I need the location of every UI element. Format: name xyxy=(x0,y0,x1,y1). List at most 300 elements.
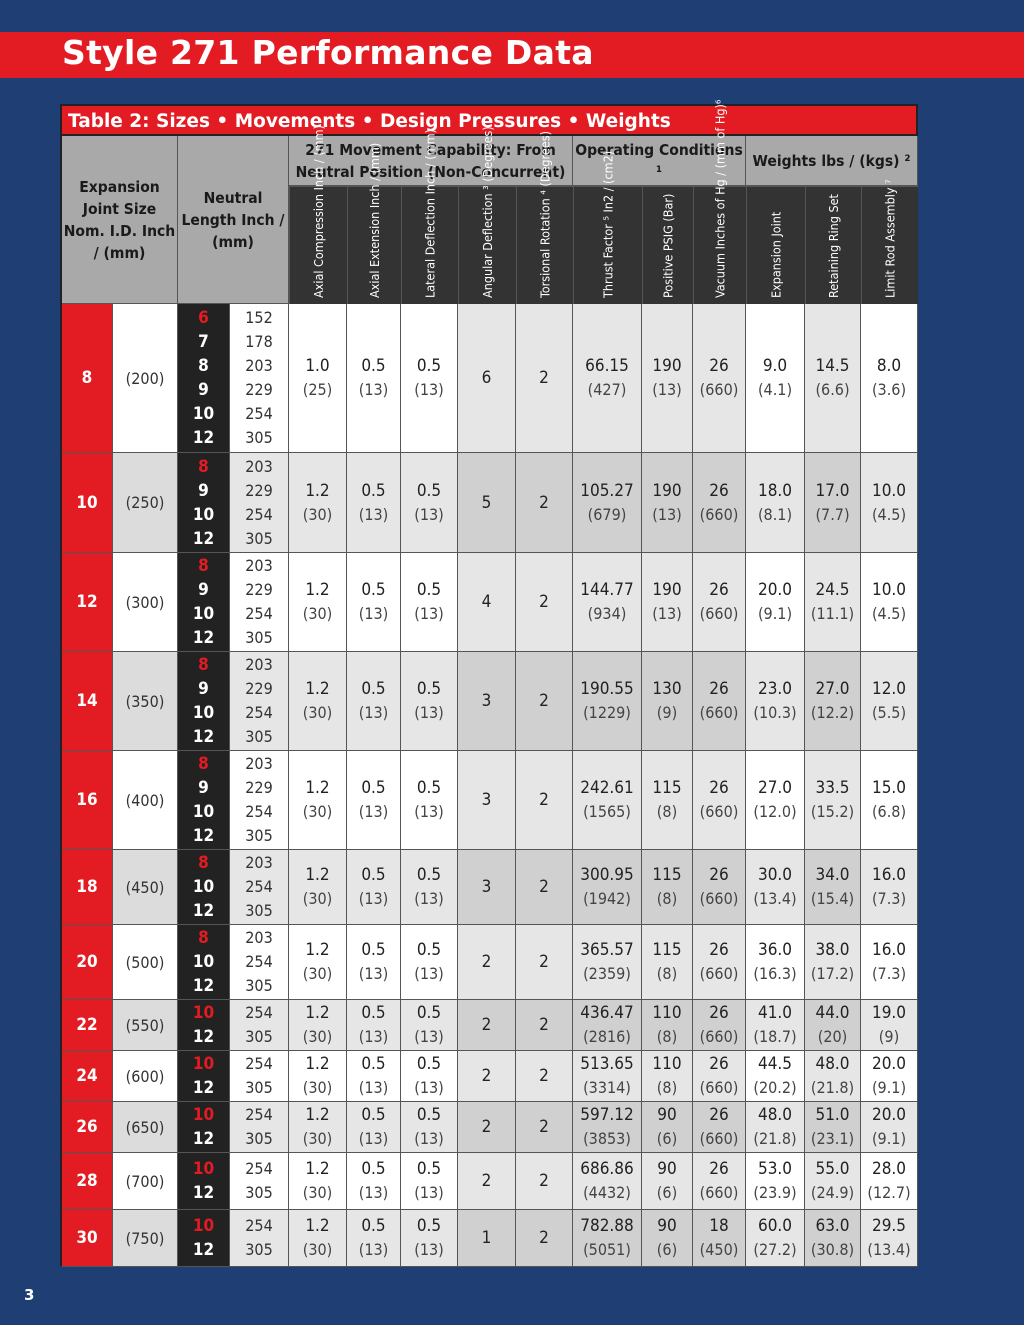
neutral-length-inch-value: 12 xyxy=(192,628,215,648)
cell-value: 1.2 xyxy=(305,865,330,885)
cell-metric-value: (2816) xyxy=(583,1027,631,1046)
cell-value: 0.5 xyxy=(416,1159,442,1179)
size-inch xyxy=(62,1210,113,1267)
cell-ej xyxy=(746,751,805,850)
cell-metric-value: (660) xyxy=(699,1129,739,1148)
cell-value: 0.5 xyxy=(416,865,442,885)
cell-value: 0.5 xyxy=(416,1054,442,1074)
cell-lr xyxy=(861,1051,918,1102)
cell-value: 48.0 xyxy=(757,1105,793,1125)
neutral-length-mm-value: 229 xyxy=(245,778,273,797)
cell-metric-value: (13) xyxy=(652,504,682,524)
size-mm-value: (350) xyxy=(125,691,165,711)
cell-metric-value: (13) xyxy=(414,964,444,983)
cell-metric-value: (4.5) xyxy=(871,604,907,623)
cell-value: 2 xyxy=(539,877,549,897)
cell-metric-value: (9.1) xyxy=(871,1129,907,1148)
size-inch xyxy=(62,304,113,453)
cell-ld xyxy=(401,453,458,553)
cell-lr xyxy=(861,925,918,1000)
neutral-length-mm-value: 203 xyxy=(245,556,273,575)
neutral-length-mm-value: 229 xyxy=(245,580,273,599)
cell-tor xyxy=(516,304,573,453)
cell-ang xyxy=(458,751,516,850)
size-inch xyxy=(62,751,113,850)
cell-value: 26 xyxy=(709,480,729,501)
page-number: 3 xyxy=(24,1286,35,1304)
cell-tor xyxy=(516,453,573,553)
cell-value: 365.57 xyxy=(580,940,634,960)
cell-ang xyxy=(458,1000,516,1051)
cell-metric-value: (12.0) xyxy=(753,802,797,821)
size-inch xyxy=(62,1102,113,1153)
cell-ac xyxy=(289,1051,347,1102)
cell-value: 0.5 xyxy=(416,580,442,600)
cell-metric-value: (4.1) xyxy=(757,380,793,399)
cell-metric-value: (27.2) xyxy=(753,1240,797,1259)
neutral-length-mm-value: 305 xyxy=(245,1129,273,1148)
neutral-length-inch-value: 12 xyxy=(192,528,215,549)
cell-value: 53.0 xyxy=(757,1159,793,1179)
cell-metric-value: (20.2) xyxy=(753,1078,797,1097)
neutral-length-mm xyxy=(230,1102,289,1153)
cell-value: 26 xyxy=(709,679,729,699)
cell-tf xyxy=(573,925,642,1000)
cell-ej xyxy=(746,1051,805,1102)
cell-value: 1 xyxy=(481,1228,492,1248)
cell-value: 4 xyxy=(481,592,492,612)
size-mm-value: (300) xyxy=(125,592,165,612)
cell-value: 90 xyxy=(657,1105,677,1125)
cell-ac xyxy=(289,652,347,751)
cell-value: 26 xyxy=(709,865,729,885)
cell-value: 0.5 xyxy=(361,940,386,960)
cell-value: 686.86 xyxy=(580,1159,634,1179)
neutral-length-mm xyxy=(230,304,289,453)
cell-ae xyxy=(347,1051,401,1102)
neutral-length-mm-value: 305 xyxy=(245,1240,273,1259)
cell-tf xyxy=(573,1210,642,1267)
cell-ae xyxy=(347,925,401,1000)
neutral-length-mm-value: 305 xyxy=(245,628,273,647)
cell-ac xyxy=(289,925,347,1000)
neutral-length-inch-value: 12 xyxy=(192,1240,215,1260)
table-caption: Table 2: Sizes • Movements • Design Pressures • Weights xyxy=(62,106,916,136)
neutral-length-inch-value: 10 xyxy=(192,1216,215,1236)
cell-value: 115 xyxy=(652,865,682,885)
cell-value: 2 xyxy=(539,691,549,711)
cell-ac xyxy=(289,1153,347,1210)
cell-value: 26 xyxy=(709,580,729,600)
cell-ac xyxy=(289,453,347,553)
neutral-length-inch-value: 10 xyxy=(192,877,215,897)
neutral-length-mm-value: 203 xyxy=(245,655,273,674)
size-inch xyxy=(62,850,113,925)
size-inch-value: 8 xyxy=(81,368,93,388)
cell-value: 34.0 xyxy=(815,865,850,885)
size-mm-value: (750) xyxy=(125,1228,165,1248)
cell-value: 6 xyxy=(481,368,492,388)
cell-value: 16.0 xyxy=(871,865,907,885)
cell-metric-value: (2359) xyxy=(583,964,631,983)
neutral-length-inch-value: 10 xyxy=(192,404,215,424)
subheader-0 xyxy=(289,125,347,304)
cell-lr xyxy=(861,453,918,553)
cell-tf xyxy=(573,751,642,850)
neutral-length-inch-value: 10 xyxy=(192,504,215,525)
subheader-label: Angular Deflection ³ (Degrees) xyxy=(480,126,495,298)
size-mm-value: (400) xyxy=(125,790,165,810)
cell-value: 12.0 xyxy=(871,679,907,699)
neutral-length-mm-value: 305 xyxy=(245,1078,273,1097)
cell-tor xyxy=(516,1102,573,1153)
size-inch-value: 10 xyxy=(76,492,98,513)
cell-metric-value: (427) xyxy=(587,380,627,399)
cell-metric-value: (13) xyxy=(358,703,389,722)
cell-vac xyxy=(693,751,746,850)
neutral-length-inch-value: 12 xyxy=(192,1027,215,1047)
cell-metric-value: (13) xyxy=(358,1183,389,1202)
cell-lr xyxy=(861,1102,918,1153)
cell-value: 1.2 xyxy=(305,1216,330,1236)
subheader-label: Positive PSIG (Bar) xyxy=(660,193,676,298)
size-inch xyxy=(62,1153,113,1210)
subheader-label: Expansion Joint xyxy=(768,211,784,298)
cell-vac xyxy=(693,553,746,652)
neutral-length-mm-value: 254 xyxy=(245,1216,273,1235)
neutral-length-mm-value: 229 xyxy=(245,679,273,698)
neutral-length-inch xyxy=(178,1051,230,1102)
cell-metric-value: (30) xyxy=(302,604,333,623)
subheader-6 xyxy=(642,186,693,304)
size-inch-value: 24 xyxy=(76,1066,98,1086)
neutral-length-mm-value: 305 xyxy=(245,901,273,920)
cell-ld xyxy=(401,1153,458,1210)
size-inch xyxy=(62,553,113,652)
cell-value: 63.0 xyxy=(815,1216,850,1236)
cell-metric-value: (8.1) xyxy=(757,504,793,524)
cell-metric-value: (20) xyxy=(817,1027,848,1046)
cell-metric-value: (8) xyxy=(656,1027,678,1046)
cell-metric-value: (9) xyxy=(656,703,678,722)
cell-metric-value: (30) xyxy=(302,1027,333,1046)
size-mm xyxy=(113,1000,178,1051)
cell-value: 66.15 xyxy=(585,356,629,376)
cell-tor xyxy=(516,553,573,652)
cell-value: 0.5 xyxy=(416,1105,442,1125)
neutral-length-mm-value: 203 xyxy=(245,456,273,476)
cell-metric-value: (13) xyxy=(652,380,682,399)
neutral-length-inch-value: 10 xyxy=(192,1003,215,1023)
cell-value: 1.2 xyxy=(305,1054,330,1074)
cell-value: 2 xyxy=(481,1117,492,1137)
cell-psig xyxy=(642,1210,693,1267)
size-inch-value: 30 xyxy=(76,1228,98,1248)
cell-value: 55.0 xyxy=(815,1159,850,1179)
cell-tf xyxy=(573,850,642,925)
cell-metric-value: (13) xyxy=(414,1240,444,1259)
neutral-length-mm-value: 254 xyxy=(245,877,273,896)
neutral-length-mm-value: 254 xyxy=(245,504,273,524)
size-mm-value: (450) xyxy=(125,877,165,897)
cell-value: 26 xyxy=(709,1105,729,1125)
cell-value: 115 xyxy=(652,940,682,960)
cell-ac xyxy=(289,1210,347,1267)
cell-ej xyxy=(746,850,805,925)
cell-rr xyxy=(805,453,861,553)
neutral-length-mm xyxy=(230,652,289,751)
neutral-length-mm xyxy=(230,553,289,652)
cell-value: 3 xyxy=(481,691,492,711)
cell-ang xyxy=(458,453,516,553)
neutral-length-mm-value: 203 xyxy=(245,853,273,872)
size-mm xyxy=(113,925,178,1000)
cell-metric-value: (13) xyxy=(358,964,389,983)
cell-psig xyxy=(642,850,693,925)
cell-value: 105.27 xyxy=(580,480,634,501)
cell-metric-value: (12.7) xyxy=(867,1183,911,1202)
cell-metric-value: (660) xyxy=(699,504,739,524)
size-inch-value: 26 xyxy=(76,1117,98,1137)
neutral-length-mm-value: 254 xyxy=(245,404,273,423)
neutral-length-inch-value: 9 xyxy=(198,480,209,501)
cell-value: 2 xyxy=(539,1066,549,1086)
cell-metric-value: (30) xyxy=(302,504,333,524)
size-mm-value: (250) xyxy=(125,493,165,512)
cell-ej xyxy=(746,1210,805,1267)
cell-metric-value: (13) xyxy=(358,802,389,821)
subheader-label: Axial Compression Inch / (mm) xyxy=(311,125,326,298)
cell-value: 513.65 xyxy=(580,1054,634,1074)
cell-ang xyxy=(458,1102,516,1153)
cell-tor xyxy=(516,1210,573,1267)
cell-metric-value: (6) xyxy=(656,1129,678,1148)
size-mm xyxy=(113,553,178,652)
neutral-length-mm-value: 305 xyxy=(245,1027,273,1046)
cell-metric-value: (5.5) xyxy=(871,703,907,722)
neutral-length-mm xyxy=(230,751,289,850)
cell-ang xyxy=(458,925,516,1000)
neutral-length-inch-value: 8 xyxy=(198,754,209,774)
header-neutral-length-label: Neutral Length Inch / (mm) xyxy=(181,188,285,251)
cell-metric-value: (13) xyxy=(358,1078,389,1097)
neutral-length-inch-value: 12 xyxy=(192,901,215,921)
cell-metric-value: (13) xyxy=(414,1183,444,1202)
cell-metric-value: (9.1) xyxy=(757,604,793,623)
cell-value: 10.0 xyxy=(871,580,907,600)
cell-value: 27.0 xyxy=(815,679,850,699)
cell-metric-value: (660) xyxy=(699,1027,739,1046)
cell-value: 2 xyxy=(539,1228,549,1248)
cell-ld xyxy=(401,1051,458,1102)
cell-value: 27.0 xyxy=(757,778,793,798)
size-inch xyxy=(62,652,113,751)
cell-ae xyxy=(347,850,401,925)
cell-value: 0.5 xyxy=(416,1003,442,1023)
cell-lr xyxy=(861,553,918,652)
neutral-length-inch-value: 12 xyxy=(192,1183,215,1203)
cell-value: 29.5 xyxy=(871,1216,907,1236)
cell-ld xyxy=(401,1210,458,1267)
cell-value: 0.5 xyxy=(361,1105,386,1125)
neutral-length-inch xyxy=(178,1102,230,1153)
cell-metric-value: (13) xyxy=(414,604,444,623)
neutral-length-mm-value: 203 xyxy=(245,356,273,375)
cell-metric-value: (30) xyxy=(302,1183,333,1202)
cell-metric-value: (1942) xyxy=(583,889,631,908)
cell-rr xyxy=(805,1210,861,1267)
neutral-length-mm-value: 178 xyxy=(245,332,273,351)
cell-value: 0.5 xyxy=(416,1216,442,1236)
cell-metric-value: (660) xyxy=(699,380,739,399)
cell-metric-value: (7.3) xyxy=(871,889,907,908)
cell-vac xyxy=(693,1000,746,1051)
neutral-length-inch-value: 12 xyxy=(192,976,215,996)
cell-value: 0.5 xyxy=(416,940,442,960)
neutral-length-inch xyxy=(178,304,230,453)
cell-value: 782.88 xyxy=(580,1216,634,1236)
cell-metric-value: (25) xyxy=(302,380,333,399)
cell-value: 110 xyxy=(652,1003,682,1023)
neutral-length-inch-value: 8 xyxy=(198,356,209,376)
cell-metric-value: (13) xyxy=(414,889,444,908)
subheader-label: Retaining Ring Set xyxy=(826,194,841,298)
subheader-7 xyxy=(693,99,746,304)
cell-metric-value: (1229) xyxy=(583,703,631,722)
cell-value: 5 xyxy=(481,492,492,513)
cell-value: 300.95 xyxy=(580,865,634,885)
subheader-3 xyxy=(458,126,516,304)
cell-ld xyxy=(401,553,458,652)
cell-ej xyxy=(746,652,805,751)
cell-metric-value: (30) xyxy=(302,802,333,821)
cell-tor xyxy=(516,1051,573,1102)
cell-rr xyxy=(805,1102,861,1153)
cell-metric-value: (30) xyxy=(302,703,333,722)
cell-ang xyxy=(458,1210,516,1267)
cell-ej xyxy=(746,304,805,453)
cell-metric-value: (934) xyxy=(587,604,627,623)
size-mm xyxy=(113,1210,178,1267)
cell-metric-value: (13) xyxy=(358,380,389,399)
cell-value: 0.5 xyxy=(416,356,442,376)
subheader-8 xyxy=(746,186,805,304)
neutral-length-inch xyxy=(178,751,230,850)
cell-metric-value: (3314) xyxy=(583,1078,631,1097)
cell-value: 2 xyxy=(481,1171,492,1191)
subheader-label: Axial Extension Inch / (mm) xyxy=(367,142,382,298)
size-inch-value: 22 xyxy=(76,1015,98,1035)
cell-ang xyxy=(458,652,516,751)
cell-value: 190.55 xyxy=(580,679,634,699)
cell-metric-value: (660) xyxy=(699,703,739,722)
cell-ej xyxy=(746,1000,805,1051)
subheader-5 xyxy=(573,150,642,304)
neutral-length-mm xyxy=(230,1051,289,1102)
cell-ld xyxy=(401,850,458,925)
cell-metric-value: (7.7) xyxy=(815,504,850,524)
size-inch-value: 16 xyxy=(76,790,98,810)
subheader-label: Limit Rod Assembly ⁷ xyxy=(882,179,898,298)
size-inch-value: 28 xyxy=(76,1171,98,1191)
cell-vac xyxy=(693,652,746,751)
cell-value: 0.5 xyxy=(361,1216,386,1236)
cell-metric-value: (18.7) xyxy=(753,1027,797,1046)
cell-ld xyxy=(401,751,458,850)
cell-ae xyxy=(347,453,401,553)
cell-lr xyxy=(861,1000,918,1051)
neutral-length-inch xyxy=(178,553,230,652)
size-mm-value: (500) xyxy=(125,952,165,972)
cell-tf xyxy=(573,1051,642,1102)
cell-lr xyxy=(861,304,918,453)
cell-rr xyxy=(805,553,861,652)
cell-metric-value: (21.8) xyxy=(810,1078,855,1097)
size-mm xyxy=(113,850,178,925)
cell-metric-value: (13) xyxy=(358,504,389,524)
subheader-2 xyxy=(401,129,458,304)
header-operating-label: Operating Conditions ¹ xyxy=(575,140,743,181)
cell-psig xyxy=(642,1051,693,1102)
cell-ac xyxy=(289,1000,347,1051)
cell-value: 115 xyxy=(652,778,682,798)
cell-metric-value: (11.1) xyxy=(810,604,855,623)
cell-value: 17.0 xyxy=(815,480,850,501)
cell-ld xyxy=(401,1000,458,1051)
neutral-length-mm-value: 305 xyxy=(245,727,273,746)
cell-ej xyxy=(746,1102,805,1153)
neutral-length-mm xyxy=(230,1210,289,1267)
cell-ae xyxy=(347,1000,401,1051)
neutral-length-inch-value: 7 xyxy=(198,332,209,352)
size-inch-value: 20 xyxy=(76,952,98,972)
size-mm-value: (550) xyxy=(125,1015,165,1035)
cell-value: 8.0 xyxy=(876,356,902,376)
cell-tor xyxy=(516,652,573,751)
cell-ae xyxy=(347,1210,401,1267)
cell-psig xyxy=(642,304,693,453)
neutral-length-inch xyxy=(178,1210,230,1267)
cell-value: 20.0 xyxy=(871,1105,907,1125)
neutral-length-inch-value: 12 xyxy=(192,428,215,448)
cell-psig xyxy=(642,453,693,553)
cell-value: 190 xyxy=(652,356,682,376)
cell-metric-value: (23.9) xyxy=(753,1183,797,1202)
cell-ang xyxy=(458,304,516,453)
neutral-length-mm-value: 305 xyxy=(245,826,273,845)
cell-metric-value: (13.4) xyxy=(867,1240,911,1259)
cell-metric-value: (660) xyxy=(699,1183,739,1202)
cell-value: 9.0 xyxy=(762,356,788,376)
cell-vac xyxy=(693,1102,746,1153)
neutral-length-inch-value: 8 xyxy=(198,655,209,675)
neutral-length-inch-value: 10 xyxy=(192,703,215,723)
neutral-length-mm-value: 305 xyxy=(245,1183,273,1202)
cell-metric-value: (13) xyxy=(414,1027,444,1046)
neutral-length-inch-value: 8 xyxy=(198,928,209,948)
cell-ang xyxy=(458,850,516,925)
neutral-length-mm-value: 254 xyxy=(245,1003,273,1022)
cell-metric-value: (10.3) xyxy=(753,703,797,722)
neutral-length-inch-value: 12 xyxy=(192,826,215,846)
cell-lr xyxy=(861,1210,918,1267)
cell-metric-value: (660) xyxy=(699,889,739,908)
neutral-length-inch-value: 9 xyxy=(198,778,209,798)
size-mm xyxy=(113,453,178,553)
cell-ej xyxy=(746,553,805,652)
cell-value: 33.5 xyxy=(815,778,850,798)
cell-metric-value: (13) xyxy=(358,604,389,623)
